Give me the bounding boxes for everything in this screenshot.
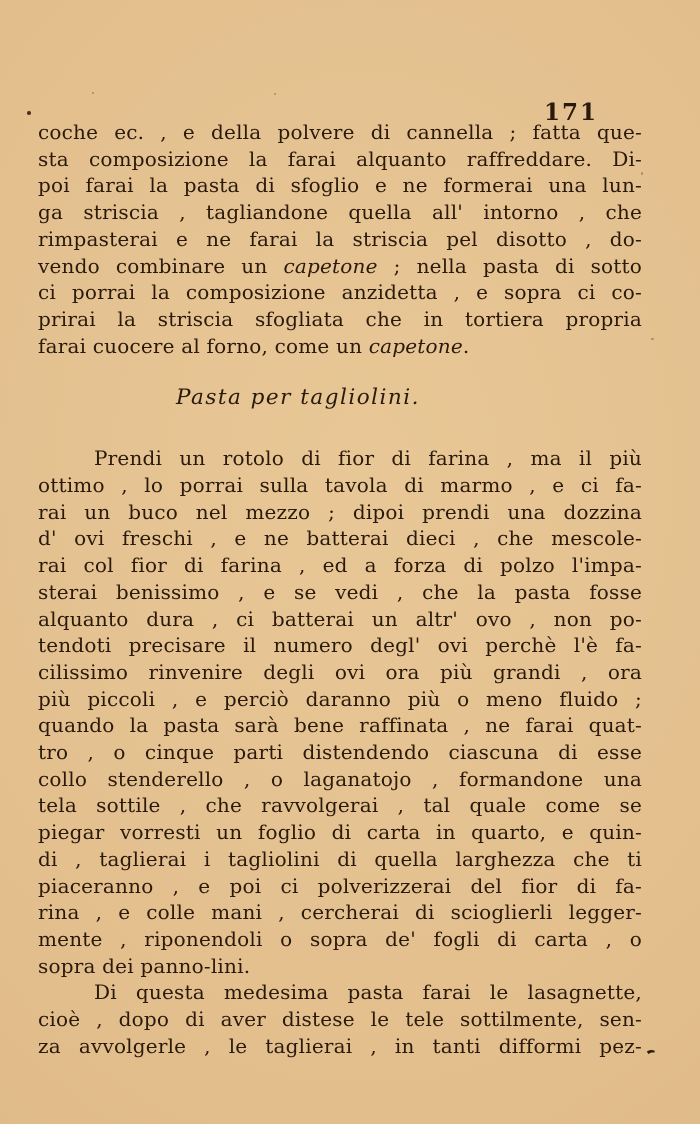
text-line: tela sottile , che ravvolgerai , tal quale come se	[38, 793, 642, 818]
text-line: poi farai la pasta di sfoglio e ne formerai una lun-	[38, 173, 642, 198]
paragraph	[38, 119, 642, 359]
paragraph	[38, 979, 642, 1059]
text-line: d' ovi freschi , e ne batterai dieci , che mescole-	[38, 526, 642, 551]
text-line: tro , o cinque parti distendendo ciascuna di esse	[38, 740, 642, 765]
text-line: rimpasterai e ne farai la striscia pel disotto , do-	[38, 226, 642, 251]
text-line: coche ec. , e della polvere di cannella ; fatta que-	[38, 120, 642, 144]
text-line: mente , riponendoli o sopra de' fogli di carta , o	[38, 926, 642, 951]
text-line: collo stenderello , o laganatojo , formandone una	[38, 766, 642, 791]
text-line: rina , e colle mani , cercherai di scioglierli legger-	[38, 900, 642, 925]
text-line: za avvolgerle , le taglierai , in tanti difformi pez-	[38, 1033, 642, 1058]
ink-speck	[651, 338, 654, 340]
text-line: tendoti precisare il numero degl' ovi perchè l'è fa-	[38, 633, 642, 658]
text-line: sopra dei panno-lini.	[38, 953, 251, 978]
text-line: piegar vorresti un foglio di carta in quarto, e quin-	[38, 820, 642, 845]
ink-speck	[620, 1048, 622, 1050]
page-number: 171	[543, 99, 598, 126]
text-line: alquanto dura , ci batterai un altr' ovo , non po-	[38, 606, 642, 631]
text-line: sta composizione la farai alquanto raffreddare. Di-	[38, 146, 642, 171]
text-line: cilissimo rinvenire degli ovi ora più grandi , ora	[38, 659, 642, 684]
section-heading: Pasta per tagliolini.	[176, 385, 420, 411]
ink-speck	[641, 172, 643, 175]
text-line: piaceranno , e poi ci polverizzerai del fior di fa-	[38, 873, 642, 898]
text-line: quando la pasta sarà bene raffinata , ne farai quat-	[38, 713, 642, 738]
text-line: vendo combinare un capetone ; nella pasta di sotto	[38, 253, 642, 278]
page-text-block	[38, 119, 642, 1060]
text-line: di , taglierai i tagliolini di quella larghezza che ti	[38, 846, 642, 871]
ink-speck	[274, 93, 276, 95]
text-line: rai un buco nel mezzo ; dipoi prendi una dozzina	[38, 499, 642, 524]
text-line: ottimo , lo porrai sulla tavola di marmo , e ci fa-	[38, 473, 642, 498]
text-line: Prendi un rotolo di fior di farina , ma il più	[94, 446, 642, 471]
text-line: più piccoli , e perciò daranno più o meno fluido ;	[38, 686, 642, 711]
text-line: rai col fior di farina , ed a forza di polzo l'impa-	[38, 553, 642, 578]
paragraph	[38, 445, 642, 979]
text-line: ci porrai la composizione anzidetta , e sopra ci co-	[38, 280, 642, 305]
text-line: farai cuocere al forno, come un capetone.	[38, 333, 470, 358]
ink-speck	[27, 111, 31, 115]
text-line: cioè , dopo di aver distese le tele sottilmente, sen-	[38, 1007, 642, 1032]
text-line: sterai benissimo , e se vedi , che la pasta fosse	[38, 579, 642, 604]
text-line: ga striscia , tagliandone quella all' intorno , che	[38, 200, 642, 225]
ink-flick-mark: ,	[631, 1044, 658, 1066]
text-line: prirai la striscia sfogliata che in tortiera propria	[38, 306, 642, 331]
ink-speck	[92, 92, 94, 94]
text-line: Di questa medesima pasta farai le lasagnette,	[94, 980, 642, 1005]
